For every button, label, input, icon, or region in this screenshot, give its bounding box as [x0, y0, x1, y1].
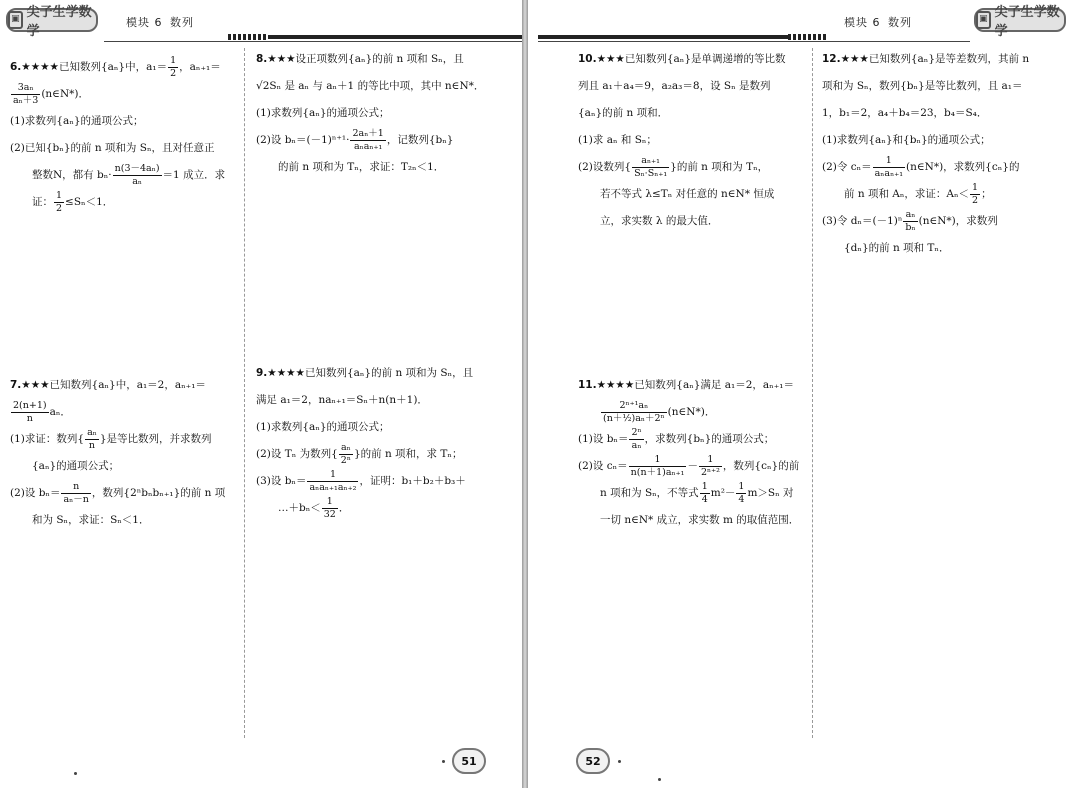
problem-number: 10.★★★: [578, 53, 625, 65]
question-1: (1)求数列{aₙ}的通项公式；: [10, 115, 144, 127]
book-icon: ▣: [8, 11, 23, 29]
header-dash-pattern: [788, 34, 828, 40]
problem-number: 7.★★★: [10, 379, 50, 391]
book-icon: ▣: [976, 11, 991, 29]
problem-9: 9.★★★★已知数列{aₙ}的前 n 项和为 Sₙ，且 满足 a₁＝2，naₙ₊₁＝Sₙ＋n(n＋1)． (1)求数列{aₙ}的通项公式； (2)设 Tₙ 为数列{ $\frac{\text{aₙ}}{\text{2ⁿ}}$ }的前 n 项和，求 Tₙ； (3)设 bₙ＝ $\frac{1}{\text{aₙaₙ₊₁aₙ₊₂}}$ ，证明：b₁＋b₂＋b₃＋ …＋bₙ＜ $\frac{1}{32}$ ．: [256, 360, 516, 522]
decorative-dot: [658, 778, 661, 781]
problem-6: 6.★★★★已知数列{aₙ}中，a₁＝ $\frac{1}{2}$ ，aₙ₊₁＝ $\frac{\text{3aₙ}}{\text{aₙ＋3}}$ (n∈N*)． (1)求数列{aₙ}的通项公式； (2)已知{bₙ}的前 n 项和为 Sₙ，且对任意正 整数N，都有 bₙ· $\frac{\text{n(3－4aₙ)}}{\text{aₙ}}$ ＝1 成立．求 证： $\frac{1}{2}$ ≤Sₙ＜1．: [10, 54, 240, 216]
fraction: $\frac{1}{\text{n(n＋1)aₙ₊₁}}$: [630, 453, 685, 478]
question-1: (1)求数列{aₙ}的通项公式；: [256, 107, 390, 119]
header-rule: [538, 35, 788, 39]
header-dash-pattern: [228, 34, 268, 40]
question-3: (3)令 dₙ＝(－1)ⁿ $\frac{\text{aₙ}}{\text{bₙ}}$ (n∈N*)，求数列: [822, 208, 998, 233]
question-1: (1)求 aₙ 和 Sₙ；: [578, 134, 657, 146]
fraction: $\frac{\text{aₙ}}{\text{bₙ}}$: [905, 208, 916, 233]
logo-text: 尖子生学数学: [26, 5, 92, 39]
header-rule-thin: [104, 41, 522, 42]
page-number: 51: [452, 748, 486, 774]
fraction: $\frac{1}{2}$: [170, 54, 177, 79]
column-divider: [812, 48, 813, 738]
fraction: $\frac{1}{32}$: [323, 495, 336, 520]
logo-text: 尖子生学数学: [994, 5, 1060, 39]
problem-number: 6.★★★★: [10, 61, 59, 73]
problem-8: 8.★★★设正项数列{aₙ}的前 n 项和 Sₙ，且 √2Sₙ 是 aₙ 与 aₙ＋1 的等比中项，其中 n∈N*． (1)求数列{aₙ}的通项公式； (2)设 bₙ＝(－1)ⁿ⁺¹· $\frac{\text{2aₙ＋1}}{\text{aₙaₙ₊₁}}$ ，记数列{bₙ} 的前 n 项和为 Tₙ，求证：T₂ₙ＜1．: [256, 46, 516, 181]
fraction: $\frac{1}{4}$: [701, 480, 708, 505]
fraction: $\frac{\text{2ⁿ}}{\text{aₙ}}$: [631, 426, 642, 451]
page-number: 52: [576, 748, 610, 774]
page-52: [528, 0, 1080, 788]
question-2: (2)已知{bₙ}的前 n 项和为 Sₙ，且对任意正: [10, 142, 215, 154]
question-2: (2)设 cₙ＝ $\frac{1}{\text{n(n＋1)aₙ₊₁}}$ － $\frac{1}{\text{2ⁿ⁺²}}$ ，数列{cₙ}的前: [578, 453, 800, 478]
fraction: $\frac{\text{aₙ}}{n}$: [87, 426, 97, 451]
module-title: 数列: [170, 16, 194, 29]
question-1: (1)设 bₙ＝ $\frac{\text{2ⁿ}}{\text{aₙ}}$ ，求数列{bₙ}的通项公式；: [578, 426, 775, 451]
problem-number: 11.★★★★: [578, 379, 635, 391]
problem-number: 9.★★★★: [256, 367, 305, 379]
logo: [6, 5, 98, 39]
decorative-dot: [618, 760, 621, 763]
question-1: (1)求数列{aₙ}和{bₙ}的通项公式；: [822, 134, 991, 146]
page-header: [528, 6, 1080, 40]
question-1: (1)求数列{aₙ}的通项公式；: [256, 421, 390, 433]
fraction: $\frac{\text{aₙ}}{\text{2ⁿ}}$: [340, 441, 351, 466]
problem-11: 11.★★★★已知数列{aₙ}满足 a₁＝2，aₙ₊₁＝ $\frac{\text{2ⁿ⁺¹aₙ}}{\text{(n＋½)aₙ＋2ⁿ}}$ (n∈N*)． (1)设 bₙ＝ $\frac{\text{2ⁿ}}{\text{aₙ}}$ ，求数列{bₙ}的通项公式； (2)设 cₙ＝ $\frac{1}{\text{n(n＋1)aₙ₊₁}}$ － $\frac{1}{\text{2ⁿ⁺²}}$ ，数列{cₙ}的前 n 项和为 Sₙ，不等式 $\frac{1}{4}$ m²－ $\frac{1}{4}$ m＞Sₙ 对 一切 n∈N* 成立，求实数 m 的取值范围．: [578, 372, 810, 534]
module-label: 模块 6: [844, 16, 881, 29]
question-1: (1)求证：数列{ $\frac{\text{aₙ}}{n}$ }是等比数列，并求数列: [10, 426, 212, 451]
fraction: $\frac{1}{\text{aₙaₙ₊₁}}$: [874, 154, 904, 179]
problem-10: 10.★★★已知数列{aₙ}是单调递增的等比数 列且 a₁＋a₄＝9，a₂a₃＝8，设 Sₙ 是数列 {aₙ}的前 n 项和． (1)求 aₙ 和 Sₙ； (2)设数列{ $\frac{\text{aₙ₊₁}}{\text{Sₙ·Sₙ₊₁}}$ }的前 n 项和为 Tₙ， 若不等式 λ≤Tₙ 对任意的 n∈N* 恒成 立，求实数 λ 的最大值．: [578, 46, 810, 235]
page-header: [0, 6, 522, 40]
problem-number: 8.★★★: [256, 53, 296, 65]
module-label: 模块 6: [126, 16, 163, 29]
fraction: $\frac{\text{3aₙ}}{\text{aₙ＋3}}$: [13, 81, 39, 106]
problem-12: 12.★★★已知数列{aₙ}是等差数列，其前 n 项和为 Sₙ，数列{bₙ}是等比数列，且 a₁＝ 1，b₁＝2，a₄＋b₄＝23，b₄＝S₄． (1)求数列{aₙ}和{bₙ}的通项公式； (2)令 cₙ＝ $\frac{1}{\text{aₙaₙ₊₁}}$ (n∈N*)，求数列{cₙ}的 前 n 项和 Aₙ，求证：Aₙ＜ $\frac{1}{2}$ ； (3)令 dₙ＝(－1)ⁿ $\frac{\text{aₙ}}{\text{bₙ}}$ (n∈N*)，求数列 {dₙ}的前 n 项和 Tₙ．: [822, 46, 1074, 262]
question-2: (2)设 bₙ＝ $\frac{n}{\text{aₙ－n}}$ ，数列{2ⁿbₙbₙ₊₁}的前 n 项: [10, 480, 226, 505]
question-3: (3)设 bₙ＝ $\frac{1}{\text{aₙaₙ₊₁aₙ₊₂}}$ ，证明：b₁＋b₂＋b₃＋: [256, 468, 466, 493]
page-51: [0, 0, 522, 788]
logo: [974, 5, 1066, 39]
header-rule: [268, 35, 522, 39]
fraction: $\frac{2(n+1)}{n}$: [13, 399, 47, 424]
fraction: $\frac{1}{4}$: [738, 480, 745, 505]
header-rule-thin: [538, 41, 970, 42]
question-2: (2)设 bₙ＝(－1)ⁿ⁺¹· $\frac{\text{2aₙ＋1}}{\text{aₙaₙ₊₁}}$ ，记数列{bₙ}: [256, 127, 454, 152]
decorative-dot: [74, 772, 77, 775]
module-title: 数列: [888, 16, 912, 29]
question-2: (2)令 cₙ＝ $\frac{1}{\text{aₙaₙ₊₁}}$ (n∈N*)，求数列{cₙ}的: [822, 154, 1020, 179]
question-2: (2)设数列{ $\frac{\text{aₙ₊₁}}{\text{Sₙ·Sₙ₊₁}}$ }的前 n 项和为 Tₙ，: [578, 154, 769, 179]
fraction: $\frac{1}{2}$: [972, 181, 979, 206]
fraction: $\frac{1}{\text{2ⁿ⁺²}}$: [700, 453, 720, 478]
problem-number: 12.★★★: [822, 53, 869, 65]
fraction: $\frac{1}{2}$: [56, 189, 63, 214]
fraction: $\frac{1}{\text{aₙaₙ₊₁aₙ₊₂}}$: [309, 468, 357, 493]
fraction: $\frac{\text{2ⁿ⁺¹aₙ}}{\text{(n＋½)aₙ＋2ⁿ}}$: [603, 399, 665, 424]
fraction: $\frac{\text{2aₙ＋1}}{\text{aₙaₙ₊₁}}$: [352, 127, 384, 152]
fraction: $\frac{\text{n(3－4aₙ)}}{\text{aₙ}}$: [114, 162, 160, 187]
column-divider: [244, 48, 245, 738]
fraction: $\frac{\text{aₙ₊₁}}{\text{Sₙ·Sₙ₊₁}}$: [634, 154, 668, 179]
fraction: $\frac{n}{\text{aₙ－n}}$: [63, 480, 89, 505]
question-2: (2)设 Tₙ 为数列{ $\frac{\text{aₙ}}{\text{2ⁿ}}$ }的前 n 项和，求 Tₙ；: [256, 441, 463, 466]
problem-7: 7.★★★已知数列{aₙ}中，a₁＝2，aₙ₊₁＝ $\frac{2(n+1)}{n}$ aₙ． (1)求证：数列{ $\frac{\text{aₙ}}{n}$ }是等比数列，并求数列 {aₙ}的通项公式； (2)设 bₙ＝ $\frac{n}{\text{aₙ－n}}$ ，数列{2ⁿbₙbₙ₊₁}的前 n 项 和为 Sₙ，求证：Sₙ＜1．: [10, 372, 240, 534]
decorative-dot: [442, 760, 445, 763]
